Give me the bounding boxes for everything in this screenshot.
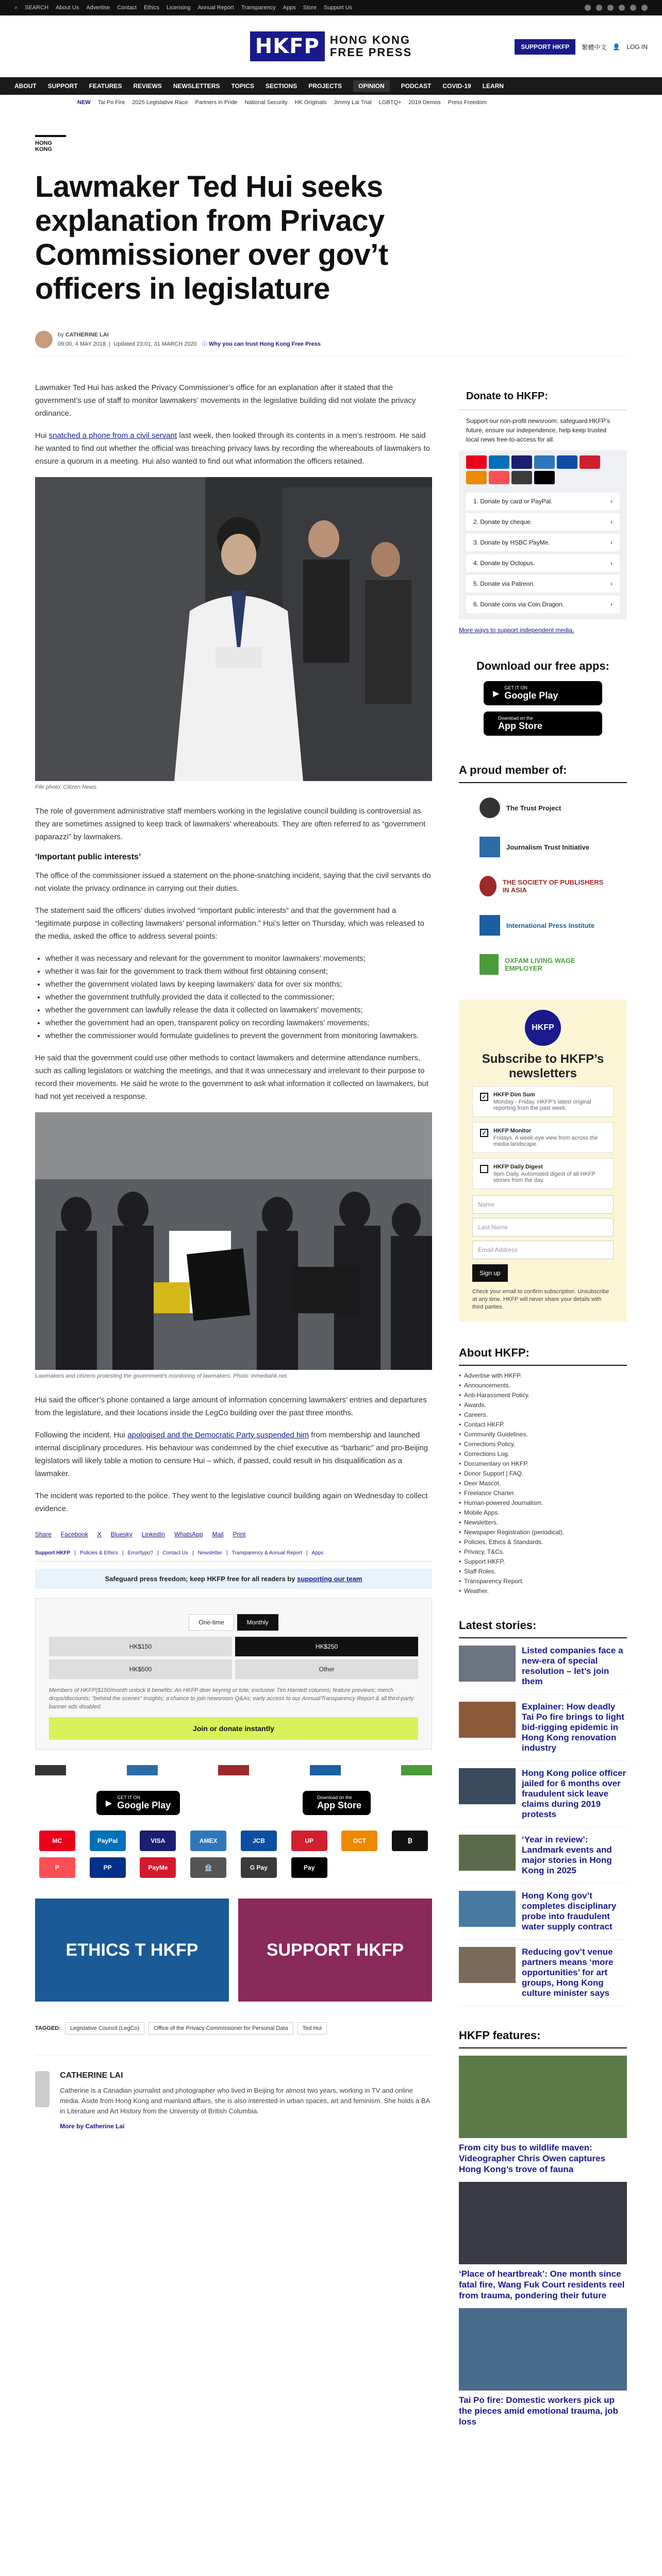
topbar-search[interactable]: SEARCH [25,5,49,11]
nav-features[interactable]: FEATURES [89,82,122,90]
unionpay-icon [580,455,600,469]
member-trust-project[interactable]: The Trust Project [479,788,606,827]
main-nav [0,77,662,95]
nav-support[interactable]: SUPPORT [47,82,78,90]
paragraph: Hui said the officer’s phone contained a large amount of information concerning lawmakers’ entries and departures from the legislature, and their locations inside the LegCo building over the past three months. [35,1396,427,1417]
about-link[interactable]: • Deer Mascot. [459,1479,627,1488]
gpay-icon: G Pay [241,1857,277,1878]
share-x[interactable]: X [97,1531,102,1538]
trending-label: NEW [77,99,91,106]
nav-covid[interactable]: COVID-19 [442,82,471,90]
latest-item[interactable]: Reducing gov’t venue partners means ‘more opportunities’ for art groups, Hong Kong culture minister says [459,1940,627,2006]
nav-newsletters[interactable]: NEWSLETTERS [173,82,220,90]
list-item: • whether the government violated laws by keeping lawmakers’ data for over six months; [45,978,432,991]
trending-item[interactable]: Jimmy Lai Trial [334,99,372,106]
footer-link[interactable]: Policies & Ethics [79,1550,118,1556]
author-bio: Catherine is a Canadian journalist and photographer who lived in Beijing for almost two years, working in TV and online media. Aside from Hong Kong and mainland affairs, she is also interested in urban spaces, art and feminism. She holds a BA in Literature and Art History from the University of British Columbia. [60,2087,430,2115]
paragraph: The statement said the officers’ duties involved “important public interests” and that the government had a “legitimate purpose in collecting lawmakers’ personal information.” Hui’s letter on Thursday, which was released to the media, asked the office to address several points: [35,906,424,941]
newsletter-option[interactable]: ✓ HKFP Monitor Fridays. A week-eye view from across the media landscape. [472,1122,614,1153]
search-icon[interactable]: ⌕ [14,4,18,11]
apps-title: Download our free apps: [476,659,609,672]
author-avatar[interactable] [35,331,53,348]
about-link[interactable]: • Awards. [459,1400,627,1410]
trending-item[interactable]: Partners in Pride [195,99,238,106]
feature-item[interactable]: From city bus to wildlife maven: Videographer Chris Owen captures Hong Kong’s trove of fauna [459,2056,627,2175]
octopus-icon: OCT [341,1831,377,1851]
checkbox[interactable] [480,1165,488,1173]
patreon-icon [489,471,509,484]
tag-pill[interactable]: Ted Hui [297,2022,327,2035]
trust-project-logo[interactable] [35,1765,66,1775]
latest-thumb[interactable] [459,1768,516,1804]
nav-reviews[interactable]: REVIEWS [133,82,162,90]
list-item: • whether it was necessary and relevant for the government to monitor lawmakers’ movements; [45,952,432,965]
donate-option[interactable]: 1. Donate by card or PayPal. › [466,493,620,510]
linkedin-icon[interactable] [630,5,636,11]
trending-item[interactable]: 2025 Legislative Race [132,99,188,106]
safeguard-banner: Safeguard press freedom; keep HKFP free for all readers by supporting our team [35,1569,432,1589]
more-ways-link[interactable]: More ways to support independent media. [459,626,574,634]
nav-about[interactable]: ABOUT [14,82,37,90]
amount-option[interactable]: HK$500 [49,1659,232,1679]
latest-title: Latest stories: [459,1612,627,1638]
newsletter-title: Subscribe to HKFP’s newsletters [482,1052,604,1080]
payme-icon: PayMe [140,1857,176,1878]
member-ipi[interactable]: International Press Institute [479,906,606,945]
latest-item[interactable]: Hong Kong gov’t completes disciplinary probe into fraudulent water supply contract [459,1884,627,1940]
topbar-ethics[interactable]: Ethics [144,5,160,11]
nav-sections[interactable]: SECTIONS [265,82,297,90]
subheading: ‘Important public interests’ [35,853,141,861]
amount-option[interactable]: HK$250 [235,1637,418,1656]
article-category[interactable]: HONG KONG [35,135,66,152]
tag-pill[interactable]: Legislative Council (LegCo) [65,2022,145,2035]
rss-icon[interactable] [641,5,648,11]
newsletter-option[interactable]: HKFP Daily Digest 9pm Daily. Automated digest of all HKFP stories from the day. [472,1158,614,1189]
hkfp-badge-icon: HKFP [525,1010,561,1046]
about-link[interactable]: • Privacy, T&Cs. [459,1547,627,1557]
share-label[interactable]: Share [35,1531,52,1538]
footer-link[interactable]: Support HKFP [35,1550,71,1556]
about-link[interactable]: • Transparency Report. [459,1577,627,1586]
about-link[interactable]: • Donor Support | FAQ. [459,1469,627,1479]
byline-row: by CATHERINE LAI 09:00, 4 MAY 2018 | Updated 23:01, 31 MARCH 2020 ⓘ Why you can trust Hong Kong Free Press [35,331,627,356]
promo-banners [35,1899,432,2002]
inline-link[interactable]: snatched a phone from a civil servant [48,431,177,440]
about-link[interactable]: • Newspaper Registration (periodical). [459,1528,627,1537]
author-name[interactable]: CATHERINE LAI [65,331,109,338]
points-list [45,952,432,1042]
sidebar-app-badges [459,681,627,736]
paragraph: Lawmaker Ted Hui has asked the Privacy Commissioner’s office for an explanation after it stated that the government’s use of staff to monitor lawmakers’ movements in the legislative building did not violate the privacy ordinance. [35,383,416,418]
donate-title: Donate to HKFP: [459,383,627,410]
topbar-store[interactable]: Store [303,5,317,11]
about-link[interactable]: • Human-powered Journalism. [459,1498,627,1508]
ethics-promo[interactable]: ETHICS T HKFP [35,1899,229,2002]
support-hkfp-button[interactable]: SUPPORT HKFP [515,39,575,55]
topbar-about[interactable]: About Us [56,5,79,11]
jti-logo[interactable] [127,1765,158,1775]
latest-thumb[interactable] [459,1947,516,1983]
trending-item[interactable]: National Security [244,99,288,106]
share-bar [35,1531,432,1538]
paypal-icon [489,455,509,469]
latest-item[interactable]: ‘Year in review’: Landmark events and major stories in Hong Kong in 2025 [459,1827,627,1884]
latest-thumb[interactable] [459,1891,516,1927]
article-title: Lawmaker Ted Hui seeks explanation from Privacy Commissioner over gov’t officers in legislature [35,170,388,306]
list-item: • whether the government had an open, transparent policy on recording lawmakers’ movements; [45,1016,432,1029]
play-icon: ▶ [105,1799,112,1808]
feature-image[interactable] [459,2182,627,2264]
about-link[interactable]: • Advertise with HKFP. [459,1371,627,1381]
about-list [459,1371,627,1596]
chevron-right-icon: › [610,498,613,505]
article-footer-links: Support HKFP | Policies & Ethics | Error/typo? | Contact Us | Newsletter | Transparency & Annual Report | Apps [35,1550,432,1562]
about-link[interactable]: • Mobile Apps. [459,1508,627,1518]
tab-one-time[interactable]: One-time [189,1614,234,1631]
share-linkedin[interactable]: LinkedIn [141,1531,166,1538]
trending-item[interactable]: 2019 Demos [408,99,441,106]
share-print[interactable]: Print [233,1531,246,1538]
about-link[interactable]: • Announcements. [459,1381,627,1391]
google-play-badge[interactable]: ▶ GET IT ON Google Play [96,1791,180,1815]
publish-date: 09:00, 4 MAY 2018 [58,341,106,347]
app-store-badge[interactable]: Download on the App Store [303,1791,371,1815]
list-item: • whether it was fair for the government to track them without first obtaining consent; [45,965,432,978]
gpay-icon [511,471,532,484]
share-facebook[interactable]: Facebook [61,1531,88,1538]
applepay-icon [534,471,555,484]
share-whatsapp[interactable]: WhatsApp [174,1531,203,1538]
footer-link[interactable]: Error/typo? [127,1550,153,1556]
about-link[interactable]: • Careers. [459,1410,627,1420]
last-name-field[interactable]: Last Name [472,1218,614,1236]
nav-opinion[interactable]: OPINION [353,80,390,92]
sopa-logo[interactable] [218,1765,249,1775]
footer-link[interactable]: Apps [311,1550,324,1556]
donate-option[interactable]: 5. Donate via Patreon. › [466,575,620,592]
about-link[interactable]: • Newsletters. [459,1518,627,1528]
topbar-advertise[interactable]: Advertise [86,5,110,11]
latest-item[interactable]: Hong Kong police officer jailed for 6 months over fraudulent sick leave claims during 2019 protests [459,1761,627,1827]
amex-icon: AMEX [190,1831,226,1851]
octopus-icon [466,471,487,484]
article-header [35,135,432,356]
more-by-author-link[interactable]: More by Catherine Lai [60,2123,125,2130]
nav-projects[interactable]: PROJECTS [308,82,342,90]
nav-learn[interactable]: LEARN [482,82,504,90]
language-switch[interactable]: 繁體中文 [582,43,607,51]
donate-option[interactable]: 6. Donate coins via Coin Dragon. › [466,596,620,613]
oxfam-logo[interactable] [401,1765,432,1775]
about-link[interactable]: • Corrections Policy. [459,1439,627,1449]
member-oxfam[interactable]: OXFAM LIVING WAGE EMPLOYER [479,945,606,984]
support-team-link[interactable]: supporting our team [297,1575,362,1583]
latest-item[interactable]: Listed companies face a new-era of special resolution – let’s join them [459,1638,627,1694]
unionpay-icon: UP [291,1831,327,1851]
about-link[interactable]: • Anti-Harassment Policy. [459,1391,627,1400]
latest-list [459,1638,627,2006]
top-bar [0,0,662,15]
bitcoin-icon: ₿ [392,1831,428,1851]
share-bluesky[interactable]: Bluesky [110,1531,133,1538]
tags-label: TAGGED: [35,2025,61,2031]
article-photo-1 [35,477,432,781]
join-button[interactable]: Join or donate instantly [49,1717,418,1740]
user-icon[interactable]: 👤 [613,43,621,50]
visa-icon: VISA [140,1831,176,1851]
list-item: • whether the government truthfully provided the data it collected to the commissioner; [45,991,432,1004]
amount-option[interactable]: HK$150 [49,1637,232,1656]
trust-link[interactable]: Why you can trust Hong Kong Free Press [208,341,321,347]
newsletter-box [459,999,627,1321]
article-body [35,381,432,2130]
member-logos-strip [35,1765,432,1775]
footer-link[interactable]: Contact Us [162,1550,189,1556]
topbar-support[interactable]: Support Us [324,5,353,11]
latest-thumb[interactable] [459,1835,516,1871]
facebook-icon[interactable] [585,5,591,11]
donate-panel [459,383,627,619]
features-title: HKFP features: [459,2022,627,2048]
nav-podcast[interactable]: PODCAST [401,82,432,90]
about-title: About HKFP: [459,1339,627,1366]
bank-icon: 🏦 [190,1857,226,1878]
trending-item[interactable]: Press Freedom [448,99,487,106]
paragraph: The office of the commissioner issued a statement on the phone-snatching incident, saying that the civil servants do not violate the privacy ordinance in carrying out their duties. [35,871,431,893]
support-promo[interactable]: SUPPORT HKFP [238,1899,432,2002]
about-link[interactable]: • Weather. [459,1586,627,1596]
latest-thumb[interactable] [459,1646,516,1682]
latest-item[interactable]: Explainer: How deadly Tai Po fire brings to light bid-rigging epidemic in Hong Kong renovation industry [459,1694,627,1761]
donate-intro: Support our non-profit newsroom: safeguard HKFP’s future, ensure our independence, help keep trusted local news free-to-access for all. [459,410,627,450]
jcb-icon: JCB [241,1831,277,1851]
topbar-licensing[interactable]: Licensing [167,5,191,11]
play-icon: ▶ [493,689,500,698]
feature-image[interactable] [459,2056,627,2138]
app-store-badge[interactable]: Download on the App Store [484,711,602,736]
amount-option[interactable]: Other [235,1659,418,1679]
login-link[interactable]: LOG IN [626,43,648,50]
author-box-name[interactable]: CATHERINE LAI [60,2071,123,2080]
about-link[interactable]: • Freelance Charter. [459,1488,627,1498]
paragraph: He said that the government could use other methods to contact lawmakers and determine attendance numbers, such as calling legislators or watching the meetings, and that it was unnecessary and irrelevant to their purpose to record their movements. He said he wrote to the government to ask what information it collected on lawmakers, but had not yet received a response. [35,1054,428,1101]
member-sopa[interactable]: THE SOCIETY OF PUBLISHERS IN ASIA [479,867,606,906]
chevron-right-icon: › [610,560,613,567]
mastercard-icon: MC [39,1831,75,1851]
topbar-transparency[interactable]: Transparency [241,5,276,11]
youtube-icon[interactable] [619,5,625,11]
newsletter-option[interactable]: ✓ HKFP Dim Sum Monday - Friday. HKFP’s latest original reporting from the past week. [472,1086,614,1117]
tab-monthly[interactable]: Monthly [237,1614,278,1631]
applepay-icon: Pay [291,1857,327,1878]
article-photo-2 [35,1112,432,1370]
author-box [35,2055,432,2130]
topbar-annual-report[interactable]: Annual Report [197,5,234,11]
member-jti[interactable]: Journalism Trust Initiative [479,827,606,867]
x-icon[interactable] [596,5,602,11]
logo-mark: HKFP [250,31,325,61]
about-link[interactable]: • Contact HKFP. [459,1420,627,1430]
instagram-icon[interactable] [607,5,614,11]
mastercard-icon [466,455,487,469]
logo-line-1: HONG KONG [329,33,410,46]
chevron-right-icon: › [610,580,613,587]
topbar-contact[interactable]: Contact [117,5,137,11]
donate-option[interactable]: 3. Donate by HSBC PayMe. › [466,534,620,551]
sidebar [459,383,627,2427]
trending-item[interactable]: Tai Po Fire [97,99,125,106]
donate-option[interactable]: 4. Donate by Octopus. › [466,554,620,572]
checkbox[interactable]: ✓ [480,1093,488,1101]
list-item: • whether the commissioner would formulate guidelines to prevent the government from monitoring lawmakers. [45,1029,432,1042]
donate-payment-icons [459,450,627,489]
about-link[interactable]: • Staff Roles. [459,1567,627,1577]
member-title: A proud member of: [459,756,627,783]
paragraph: Hui snatched a phone from a civil servant last week, then looked through its contents in a men’s restroom. He said he wanted to find out whether the official was breaching privacy laws by recording the whereabouts of lawmakers to ensure a quorum in a meeting. Hui also wanted to find out what information the officers retained. [35,431,430,466]
jcb-icon [557,455,577,469]
first-name-field[interactable]: Name [472,1195,614,1214]
google-play-badge[interactable]: ▶ GET IT ON Google Play [484,681,602,705]
ipi-logo[interactable] [310,1765,341,1775]
nav-topics[interactable]: TOPICS [231,82,254,90]
email-field[interactable]: Email Address [472,1241,614,1259]
list-item: • whether the government can lawfully release the data it collected on lawmakers’ movements; [45,1004,432,1016]
member-benefits: Members of HKFP($150/month unlock 8 benefits: An HKFP deer keyring or tote; exclusive Tim Hamlett columns; feature previews; merch drops/discounts; "behind the scenes" insights; a chance to join newsroom Q&As; early access to our Annual/Transparency Report & all third-party banner ads disabled. [49,1687,414,1710]
amex-icon [534,455,555,469]
donate-option[interactable]: 2. Donate by cheque. › [466,513,620,531]
tag-pill[interactable]: Office of the Privacy Commissioner for Personal Data [148,2022,293,2035]
feature-item[interactable]: Tai Po fire: Domestic workers pick up the pieces amid emotional trauma, job loss [459,2308,627,2427]
chevron-right-icon: › [610,518,613,526]
paragraph: The incident was reported to the police. They went to the legislative council building again on Wednesday to collect evidence. [35,1492,428,1513]
author-photo[interactable] [35,2071,49,2107]
paragraph: The role of government administrative staff members working in the legislative council building is controversial as they are sometimes assigned to keep track of lawmakers’ whereabouts. They are often referred to as “government paparazzi” by lawmakers. [35,807,426,841]
paragraph: Following the incident, Hui apologised and the Democratic Party suspended him from membership and launched internal disciplinary procedures. His behaviour was condemned by the chief executive as “barbaric” and pro-Beijing legislators will likely table a motion to censure Hui – which, if passed, could result in his disqualification as a lawmaker. [35,1431,428,1478]
site-logo[interactable] [250,31,412,61]
sign-up-button[interactable]: Sign up [472,1264,508,1282]
share-mail[interactable]: Mail [212,1531,224,1538]
updated-date: Updated 23:01, 31 MARCH 2020 [113,341,197,347]
photo-caption: File photo: Citizen News. [35,784,98,790]
masthead [0,15,662,77]
chevron-right-icon: › [610,601,613,608]
about-link[interactable]: • Policies, Ethics & Standards. [459,1537,627,1547]
about-link[interactable]: • Corrections Log. [459,1449,627,1459]
topbar-apps[interactable]: Apps [283,5,296,11]
trending-item[interactable]: HK Originals [294,99,327,106]
donate-widget [35,1598,432,1750]
patreon-icon: P [39,1857,75,1878]
payment-methods [35,1831,432,1878]
about-link[interactable]: • Support HKFP. [459,1557,627,1567]
feature-image[interactable] [459,2308,627,2391]
logo-line-2: FREE PRESS [329,45,412,59]
checkbox[interactable]: ✓ [480,1129,488,1137]
newsletter-note: Check your email to confirm subscription. Unsubscribe at any time. HKFP will never share your details with third parties. [472,1289,609,1310]
about-link[interactable]: • Community Guidelines. [459,1430,627,1439]
chevron-right-icon: › [610,539,613,546]
visa-icon [511,455,532,469]
paypal-icon: PayPal [90,1831,126,1851]
about-link[interactable]: • Documentary on HKFP. [459,1459,627,1469]
byline-by: by [58,331,64,338]
trending-item[interactable]: LGBTQ+ [378,99,402,106]
footer-link[interactable]: Transparency & Annual Report [231,1550,302,1556]
latest-thumb[interactable] [459,1702,516,1738]
footer-link[interactable]: Newsletter [197,1550,222,1556]
paypal-alt-icon: PP [90,1857,126,1878]
trending-bar [0,95,662,110]
member-list [459,783,627,989]
info-icon: ⓘ [201,341,207,347]
app-badges [35,1791,432,1815]
feature-item[interactable]: ‘Place of heartbreak’: One month since fatal fire, Wang Fuk Court residents reel from trauma, pondering their future [459,2182,627,2301]
photo-caption: Lawmakers and citizens protesting the government’s monitoring of lawmakers. Photo: inmediahk.net. [35,1373,288,1379]
inline-link[interactable]: apologised and the Democratic Party suspended him [127,1431,309,1439]
tags-row [35,2022,432,2035]
